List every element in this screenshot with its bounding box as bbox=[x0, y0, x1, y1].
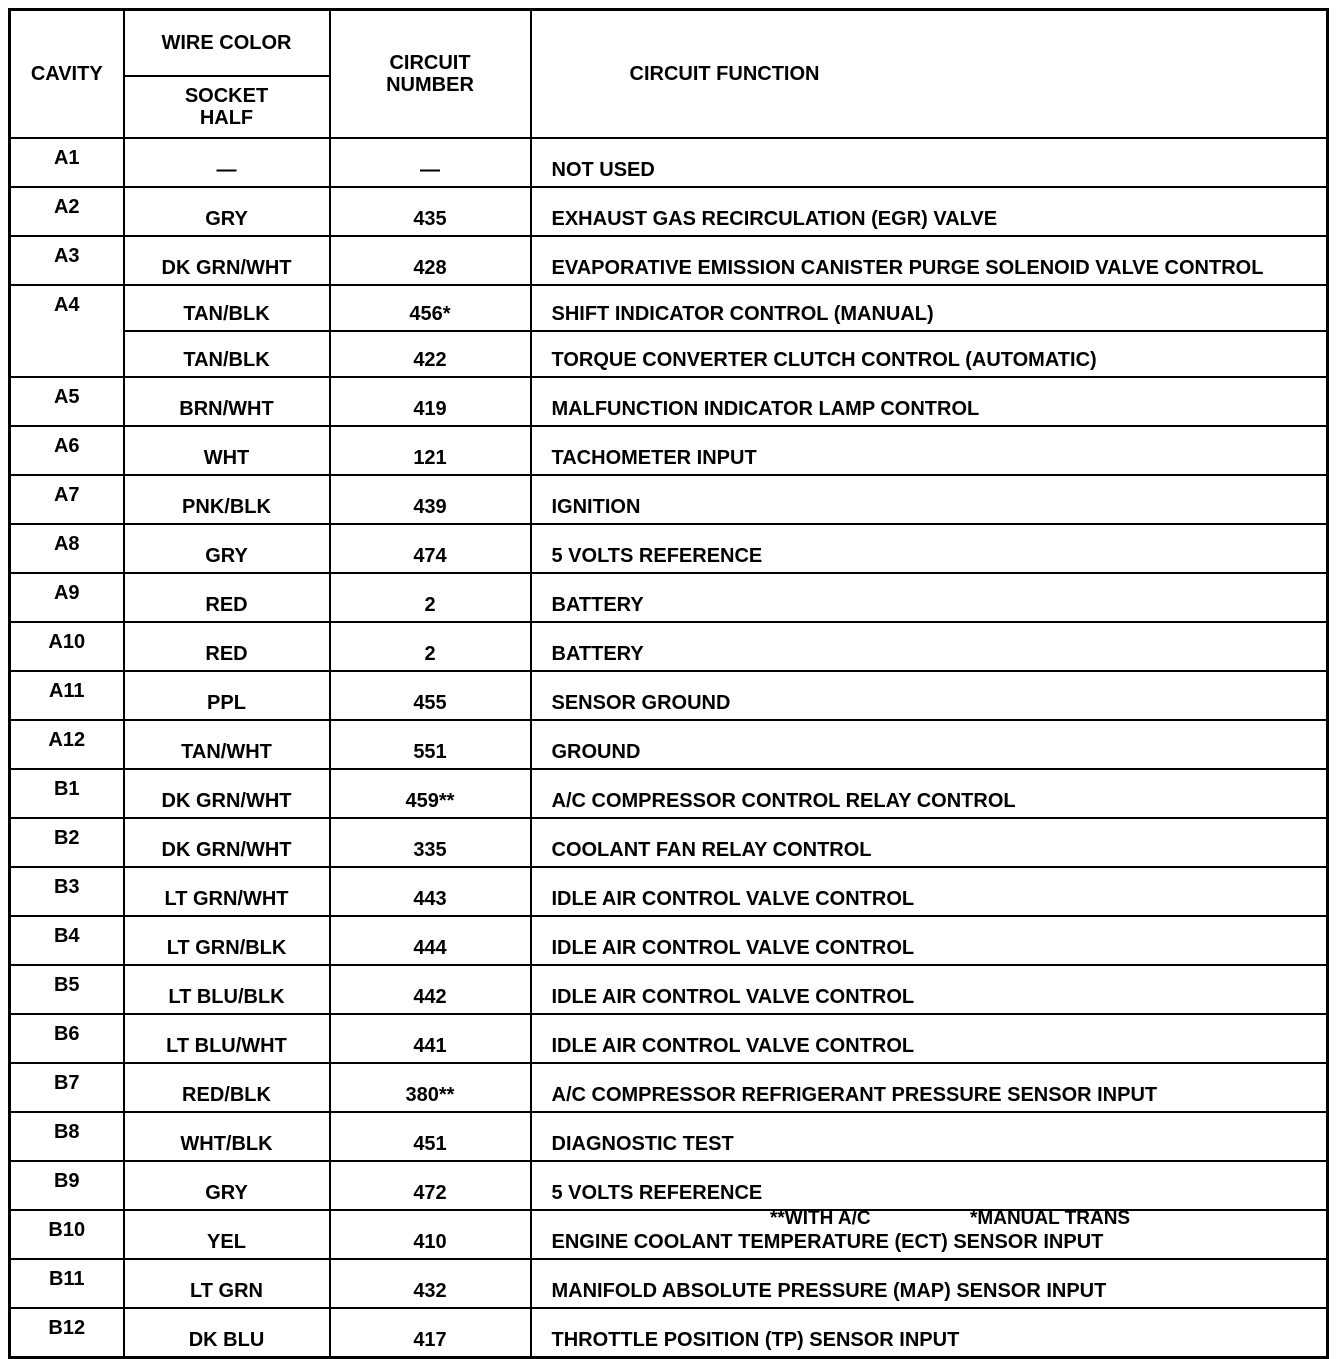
cavity-cell: A7 bbox=[10, 475, 124, 524]
wire-color-cell: WHT/BLK bbox=[124, 1112, 330, 1161]
circuit-number-cell: 459** bbox=[330, 769, 531, 818]
header-socket-half-text: SOCKET HALF bbox=[184, 85, 269, 129]
circuit-number-cell: 472 bbox=[330, 1161, 531, 1210]
circuit-number-cell: 474 bbox=[330, 524, 531, 573]
table-row bbox=[10, 285, 1328, 331]
wire-color-cell: — bbox=[124, 138, 330, 187]
footnotes bbox=[0, 1208, 1344, 1230]
circuit-function-cell: IDLE AIR CONTROL VALVE CONTROL bbox=[531, 867, 1328, 916]
circuit-function-cell: EVAPORATIVE EMISSION CANISTER PURGE SOLENOID VALVE CONTROL bbox=[531, 236, 1328, 285]
table-row bbox=[10, 138, 1328, 187]
header-wire-color: WIRE COLOR bbox=[124, 10, 330, 77]
wire-color-cell: WHT bbox=[124, 426, 330, 475]
cavity-cell: A10 bbox=[10, 622, 124, 671]
table-row bbox=[10, 524, 1328, 573]
header-cavity: CAVITY bbox=[10, 10, 124, 139]
header-socket-half bbox=[124, 76, 330, 138]
circuit-number-cell: 551 bbox=[330, 720, 531, 769]
cavity-cell: A3 bbox=[10, 236, 124, 285]
cavity-cell: B2 bbox=[10, 818, 124, 867]
circuit-function-cell: EXHAUST GAS RECIRCULATION (EGR) VALVE bbox=[531, 187, 1328, 236]
table-row bbox=[10, 1063, 1328, 1112]
circuit-number-cell: 432 bbox=[330, 1259, 531, 1308]
circuit-number-cell: 443 bbox=[330, 867, 531, 916]
wire-color-cell: TAN/WHT bbox=[124, 720, 330, 769]
cavity-cell: B8 bbox=[10, 1112, 124, 1161]
wire-color-cell: LT GRN bbox=[124, 1259, 330, 1308]
table-row bbox=[10, 573, 1328, 622]
cavity-cell: A11 bbox=[10, 671, 124, 720]
cavity-cell: A9 bbox=[10, 573, 124, 622]
table-row bbox=[10, 426, 1328, 475]
cavity-cell: B6 bbox=[10, 1014, 124, 1063]
circuit-function-cell: IDLE AIR CONTROL VALVE CONTROL bbox=[531, 965, 1328, 1014]
circuit-function-cell: SHIFT INDICATOR CONTROL (MANUAL) bbox=[531, 285, 1328, 331]
circuit-function-cell: ENGINE COOLANT TEMPERATURE (ECT) SENSOR INPUT bbox=[531, 1210, 1328, 1259]
circuit-function-cell: COOLANT FAN RELAY CONTROL bbox=[531, 818, 1328, 867]
table-row bbox=[10, 867, 1328, 916]
circuit-function-cell: A/C COMPRESSOR CONTROL RELAY CONTROL bbox=[531, 769, 1328, 818]
cavity-cell: B4 bbox=[10, 916, 124, 965]
circuit-number-cell: 439 bbox=[330, 475, 531, 524]
wire-color-cell: DK GRN/WHT bbox=[124, 236, 330, 285]
circuit-function-cell: THROTTLE POSITION (TP) SENSOR INPUT bbox=[531, 1308, 1328, 1358]
footnote-manual-trans: *MANUAL TRANS bbox=[970, 1208, 1131, 1229]
table-row bbox=[10, 1112, 1328, 1161]
circuit-number-cell: 442 bbox=[330, 965, 531, 1014]
connector-pinout-table bbox=[8, 8, 1329, 1359]
circuit-number-cell: 2 bbox=[330, 622, 531, 671]
cavity-cell: A1 bbox=[10, 138, 124, 187]
table-row bbox=[10, 236, 1328, 285]
circuit-number-cell: 380** bbox=[330, 1063, 531, 1112]
circuit-number-cell: 2 bbox=[330, 573, 531, 622]
circuit-number-cell: 417 bbox=[330, 1308, 531, 1358]
table-row bbox=[10, 475, 1328, 524]
circuit-number-cell: 335 bbox=[330, 818, 531, 867]
cavity-cell: B9 bbox=[10, 1161, 124, 1210]
wire-color-cell: LT GRN/WHT bbox=[124, 867, 330, 916]
table-row bbox=[10, 377, 1328, 426]
circuit-function-cell: 5 VOLTS REFERENCE bbox=[531, 1161, 1328, 1210]
table-row bbox=[10, 671, 1328, 720]
cavity-cell: B7 bbox=[10, 1063, 124, 1112]
wire-color-cell: DK GRN/WHT bbox=[124, 769, 330, 818]
circuit-function-cell: IGNITION bbox=[531, 475, 1328, 524]
table-row bbox=[10, 818, 1328, 867]
table-row bbox=[10, 331, 1328, 377]
circuit-number-cell: 419 bbox=[330, 377, 531, 426]
circuit-number-cell: — bbox=[330, 138, 531, 187]
wire-color-cell: GRY bbox=[124, 524, 330, 573]
wire-color-cell: BRN/WHT bbox=[124, 377, 330, 426]
circuit-number-cell: 435 bbox=[330, 187, 531, 236]
wire-color-cell: RED/BLK bbox=[124, 1063, 330, 1112]
wire-color-cell: RED bbox=[124, 573, 330, 622]
cavity-cell: B3 bbox=[10, 867, 124, 916]
wire-color-cell: LT BLU/WHT bbox=[124, 1014, 330, 1063]
table-row bbox=[10, 1308, 1328, 1358]
cavity-cell: A2 bbox=[10, 187, 124, 236]
cavity-cell: B11 bbox=[10, 1259, 124, 1308]
table-row bbox=[10, 1014, 1328, 1063]
circuit-number-cell: 121 bbox=[330, 426, 531, 475]
circuit-number-cell: 456* bbox=[330, 285, 531, 331]
wire-color-cell: TAN/BLK bbox=[124, 331, 330, 377]
wire-color-cell: LT BLU/BLK bbox=[124, 965, 330, 1014]
wire-color-cell: YEL bbox=[124, 1210, 330, 1259]
cavity-cell: A4 bbox=[10, 285, 124, 377]
circuit-function-cell: GROUND bbox=[531, 720, 1328, 769]
table-row bbox=[10, 769, 1328, 818]
table-row bbox=[10, 187, 1328, 236]
wire-color-cell: GRY bbox=[124, 187, 330, 236]
cavity-cell: B1 bbox=[10, 769, 124, 818]
circuit-function-cell: TORQUE CONVERTER CLUTCH CONTROL (AUTOMATIC) bbox=[531, 331, 1328, 377]
table-row bbox=[10, 1161, 1328, 1210]
wire-color-cell: LT GRN/BLK bbox=[124, 916, 330, 965]
wire-color-cell: GRY bbox=[124, 1161, 330, 1210]
circuit-function-cell: DIAGNOSTIC TEST bbox=[531, 1112, 1328, 1161]
circuit-function-cell: MANIFOLD ABSOLUTE PRESSURE (MAP) SENSOR INPUT bbox=[531, 1259, 1328, 1308]
circuit-function-cell: IDLE AIR CONTROL VALVE CONTROL bbox=[531, 916, 1328, 965]
circuit-function-cell: 5 VOLTS REFERENCE bbox=[531, 524, 1328, 573]
circuit-function-cell: SENSOR GROUND bbox=[531, 671, 1328, 720]
header-circuit-number bbox=[330, 10, 531, 139]
circuit-function-cell: NOT USED bbox=[531, 138, 1328, 187]
cavity-cell: B12 bbox=[10, 1308, 124, 1358]
wire-color-cell: DK BLU bbox=[124, 1308, 330, 1358]
table-row bbox=[10, 720, 1328, 769]
header-circuit-function: CIRCUIT FUNCTION bbox=[531, 10, 1328, 139]
wire-color-cell: DK GRN/WHT bbox=[124, 818, 330, 867]
cavity-cell: A12 bbox=[10, 720, 124, 769]
circuit-function-cell: A/C COMPRESSOR REFRIGERANT PRESSURE SENSOR INPUT bbox=[531, 1063, 1328, 1112]
cavity-cell: A8 bbox=[10, 524, 124, 573]
circuit-number-cell: 444 bbox=[330, 916, 531, 965]
cavity-cell: B5 bbox=[10, 965, 124, 1014]
circuit-function-cell: MALFUNCTION INDICATOR LAMP CONTROL bbox=[531, 377, 1328, 426]
header-circuit-number-text: CIRCUIT NUMBER bbox=[386, 52, 474, 96]
circuit-number-cell: 422 bbox=[330, 331, 531, 377]
table-row bbox=[10, 916, 1328, 965]
circuit-function-cell: BATTERY bbox=[531, 573, 1328, 622]
wire-color-cell: RED bbox=[124, 622, 330, 671]
circuit-number-cell: 428 bbox=[330, 236, 531, 285]
circuit-function-cell: IDLE AIR CONTROL VALVE CONTROL bbox=[531, 1014, 1328, 1063]
circuit-number-cell: 410 bbox=[330, 1210, 531, 1259]
circuit-number-cell: 441 bbox=[330, 1014, 531, 1063]
table-row bbox=[10, 1259, 1328, 1308]
wire-color-cell: TAN/BLK bbox=[124, 285, 330, 331]
wire-color-cell: PPL bbox=[124, 671, 330, 720]
cavity-cell: A5 bbox=[10, 377, 124, 426]
footnote-with-ac: **WITH A/C bbox=[770, 1208, 871, 1229]
table-row bbox=[10, 965, 1328, 1014]
cavity-cell: B10 bbox=[10, 1210, 124, 1259]
table-row bbox=[10, 622, 1328, 671]
wire-color-cell: PNK/BLK bbox=[124, 475, 330, 524]
pinout-rows bbox=[10, 138, 1328, 1358]
circuit-number-cell: 451 bbox=[330, 1112, 531, 1161]
circuit-number-cell: 455 bbox=[330, 671, 531, 720]
circuit-function-cell: TACHOMETER INPUT bbox=[531, 426, 1328, 475]
circuit-function-cell: BATTERY bbox=[531, 622, 1328, 671]
cavity-cell: A6 bbox=[10, 426, 124, 475]
